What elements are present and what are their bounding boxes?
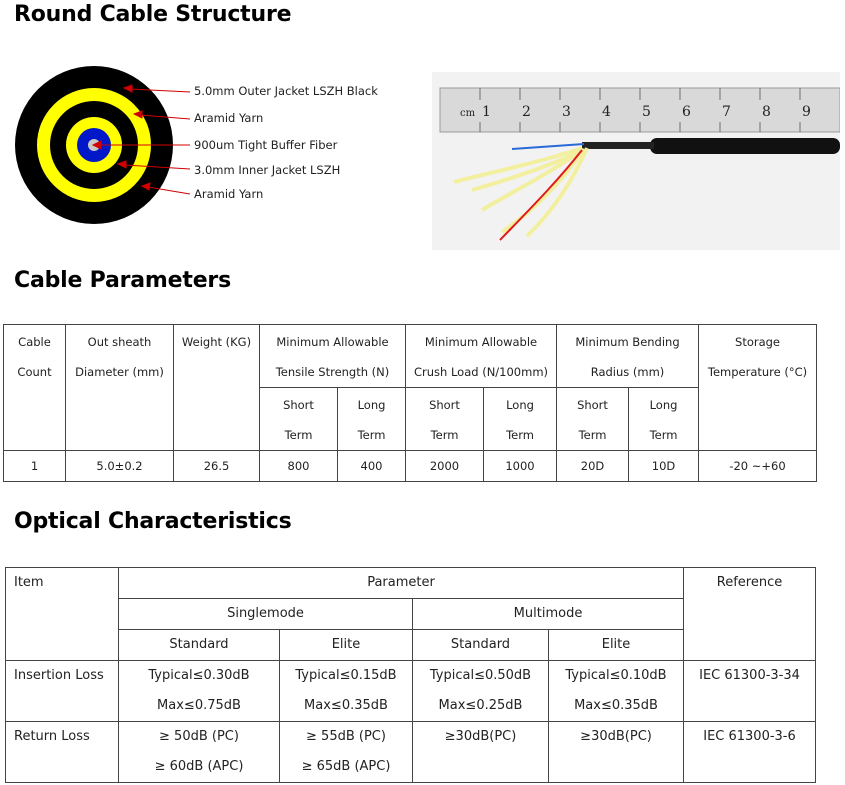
header-mm-elite: Elite <box>549 630 684 661</box>
header-multimode: Multimode <box>413 599 684 630</box>
table-cell: Typical≤0.15dB Max≤0.35dB <box>280 661 413 722</box>
ruler-number: 8 <box>762 104 771 120</box>
ruler-number: 3 <box>562 104 571 120</box>
header-bending: Minimum Bending Radius (mm) <box>557 325 699 388</box>
header-mm-standard: Standard <box>413 630 549 661</box>
header-storage: Storage Temperature (°C) <box>699 325 817 451</box>
header-bending-short: Short Term <box>557 388 629 451</box>
header-tensile-long: Long Term <box>338 388 406 451</box>
table-cell: Typical≤0.30dB Max≤0.75dB <box>119 661 280 722</box>
label-outer-jacket: 5.0mm Outer Jacket LSZH Black <box>194 84 378 98</box>
params-title: Cable Parameters <box>14 268 231 293</box>
header-sm-elite: Elite <box>280 630 413 661</box>
table-cell: ≥ 55dB (PC) ≥ 65dB (APC) <box>280 722 413 783</box>
row-reference: IEC 61300-3-34 <box>684 661 816 722</box>
header-tensile: Minimum Allowable Tensile Strength (N) <box>260 325 406 388</box>
table-row <box>6 661 816 722</box>
header-singlemode: Singlemode <box>119 599 413 630</box>
cable-parameters-table <box>3 324 817 482</box>
table-cell: ≥30dB(PC) <box>549 722 684 783</box>
label-aramid-yarn-1: Aramid Yarn <box>194 111 264 125</box>
table-cell: 800 <box>260 451 338 482</box>
ruler-number: 7 <box>722 104 731 120</box>
header-sm-standard: Standard <box>119 630 280 661</box>
table-cell: 5.0±0.2 <box>66 451 174 482</box>
label-tight-buffer: 900um Tight Buffer Fiber <box>194 138 338 152</box>
header-crush-short: Short Term <box>406 388 484 451</box>
ruler-number: 4 <box>602 104 611 120</box>
table-cell: 10D <box>629 451 699 482</box>
ruler-number: 9 <box>802 104 811 120</box>
label-inner-jacket: 3.0mm Inner Jacket LSZH <box>194 163 341 177</box>
table-cell: 1 <box>4 451 66 482</box>
table-cell: ≥ 50dB (PC) ≥ 60dB (APC) <box>119 722 280 783</box>
header-out-sheath: Out sheath Diameter (mm) <box>66 325 174 451</box>
optical-characteristics-table <box>5 567 816 783</box>
row-item-insertion-loss: Insertion Loss <box>6 661 119 722</box>
table-row <box>6 722 816 783</box>
ruler-unit: cm <box>460 108 476 119</box>
header-tensile-short: Short Term <box>260 388 338 451</box>
row-reference: IEC 61300-3-6 <box>684 722 816 783</box>
ruler-number: 2 <box>522 104 531 120</box>
header-reference: Reference <box>684 568 816 661</box>
header-weight: Weight (KG) <box>174 325 260 451</box>
table-cell: Typical≤0.50dB Max≤0.25dB <box>413 661 549 722</box>
table-cell: Typical≤0.10dB Max≤0.35dB <box>549 661 684 722</box>
black-cable <box>650 138 840 154</box>
header-parameter: Parameter <box>119 568 684 599</box>
table-cell: 1000 <box>484 451 557 482</box>
optical-title: Optical Characteristics <box>14 509 292 534</box>
table-cell: 400 <box>338 451 406 482</box>
ruler-number: 5 <box>642 104 651 120</box>
header-bending-long: Long Term <box>629 388 699 451</box>
header-item: Item <box>6 568 119 661</box>
header-cable-count: Cable Count <box>4 325 66 451</box>
table-cell: 26.5 <box>174 451 260 482</box>
ruler-number: 1 <box>482 104 491 120</box>
structure-title: Round Cable Structure <box>14 2 292 27</box>
header-crush: Minimum Allowable Crush Load (N/100mm) <box>406 325 557 388</box>
table-cell: ≥30dB(PC) <box>413 722 549 783</box>
row-item-return-loss: Return Loss <box>6 722 119 783</box>
header-crush-long: Long Term <box>484 388 557 451</box>
table-cell: 20D <box>557 451 629 482</box>
label-aramid-yarn-2: Aramid Yarn <box>194 187 264 201</box>
ruler-number: 6 <box>682 104 691 120</box>
table-cell: -20 ~+60 <box>699 451 817 482</box>
table-cell: 2000 <box>406 451 484 482</box>
cable-photo <box>432 72 840 250</box>
